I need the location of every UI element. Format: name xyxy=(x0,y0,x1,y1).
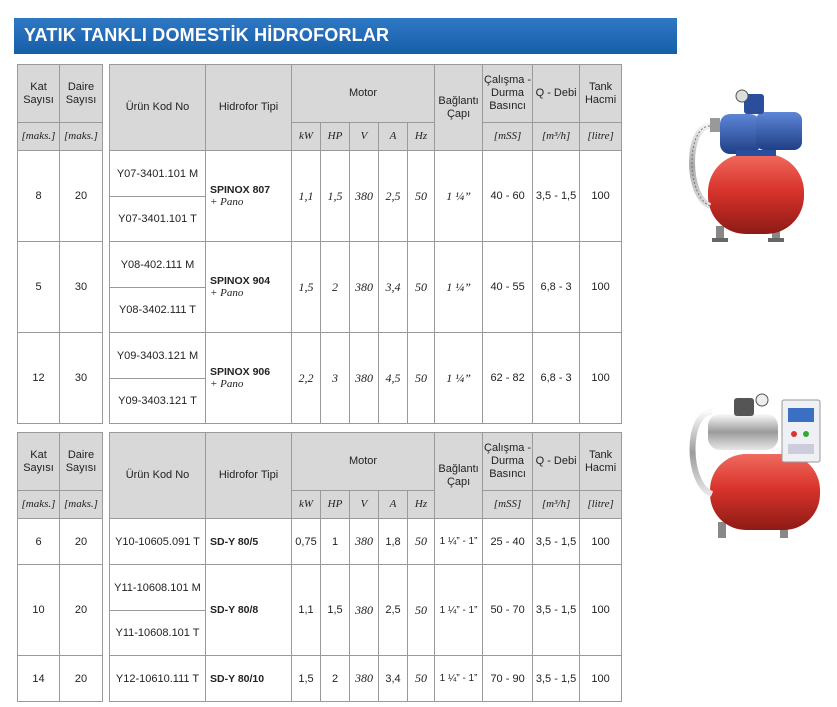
header-tank-hacmi: Tank Hacmi xyxy=(580,433,622,491)
motor-a-value: 2,5 xyxy=(379,565,408,656)
motor-a-value: 2,5 xyxy=(379,151,408,242)
table-row xyxy=(18,656,622,702)
hidrofor-tipi-name: SPINOX 807 xyxy=(210,184,271,196)
sdy-hydrophore-image xyxy=(680,384,830,544)
unit-hz: Hz xyxy=(408,123,435,151)
header-baglanti-capi: Bağlantı Çapı xyxy=(435,65,483,151)
unit-debi: [m³/h] xyxy=(533,123,580,151)
motor-hz-value: 50 xyxy=(408,565,435,656)
baglanti-capi-value: 1 ¼” xyxy=(435,333,483,424)
kat-sayisi-value: 8 xyxy=(18,151,60,242)
q-debi-value: 6,8 - 3 xyxy=(533,333,580,424)
daire-sayisi-value: 20 xyxy=(60,151,103,242)
header-q-debi: Q - Debi xyxy=(533,65,580,123)
motor-hp-value: 2 xyxy=(321,242,350,333)
unit-kat: [maks.] xyxy=(18,491,60,519)
motor-v-value: 380 xyxy=(350,519,379,565)
daire-sayisi-value: 30 xyxy=(60,242,103,333)
urun-kod-value: Y07-3401.101 M xyxy=(110,151,206,197)
tank-hacmi-value: 100 xyxy=(580,519,622,565)
baglanti-capi-value: 1 ¼” - 1” xyxy=(435,519,483,565)
column-gap xyxy=(103,242,110,333)
column-gap xyxy=(103,333,110,424)
hidrofor-tipi-name: SD-Y 80/8 xyxy=(210,604,259,616)
header-kat-sayisi: Kat Sayısı xyxy=(18,433,60,491)
kat-sayisi-value: 5 xyxy=(18,242,60,333)
kat-sayisi-value: 12 xyxy=(18,333,60,424)
header-kat-sayisi: Kat Sayısı xyxy=(18,65,60,123)
tank-hacmi-value: 100 xyxy=(580,333,622,424)
urun-kod-value: Y11-10608.101 T xyxy=(110,611,206,656)
unit-daire: [maks.] xyxy=(60,123,103,151)
hidrofor-tipi-name: SD-Y 80/5 xyxy=(210,535,259,548)
baglanti-capi-value: 1 ¼” xyxy=(435,151,483,242)
urun-kod-value: Y10-10605.091 T xyxy=(110,519,206,565)
tank-hacmi-value: 100 xyxy=(580,151,622,242)
header-daire-sayisi: Daire Sayısı xyxy=(60,433,103,491)
header-tank-hacmi: Tank Hacmi xyxy=(580,65,622,123)
header-urun-kod-no: Ürün Kod No xyxy=(110,65,206,151)
q-debi-value: 3,5 - 1,5 xyxy=(533,565,580,656)
column-gap xyxy=(103,433,110,519)
unit-hp: HP xyxy=(321,123,350,151)
urun-kod-value: Y09-3403.121 T xyxy=(110,379,206,424)
daire-sayisi-value: 20 xyxy=(60,565,103,656)
pano-note: + Pano xyxy=(210,196,244,208)
motor-hp-value: 3 xyxy=(321,333,350,424)
baglanti-capi-value: 1 ¼” - 1” xyxy=(435,565,483,656)
calisma-basinci-value: 50 - 70 xyxy=(483,565,533,656)
motor-hp-value: 1 xyxy=(321,519,350,565)
daire-sayisi-value: 20 xyxy=(60,519,103,565)
table-row xyxy=(18,333,622,379)
unit-hp: HP xyxy=(321,491,350,519)
table-row xyxy=(18,242,622,288)
spinox-hydrophore-image xyxy=(680,86,810,246)
pano-note: + Pano xyxy=(210,287,244,299)
unit-kw: kW xyxy=(292,491,321,519)
column-gap xyxy=(103,65,110,151)
motor-kw-value: 1,5 xyxy=(292,656,321,702)
urun-kod-value: Y08-3402.111 T xyxy=(110,288,206,333)
motor-hz-value: 50 xyxy=(408,656,435,702)
urun-kod-value: Y12-10610.111 T xyxy=(110,656,206,702)
tank-hacmi-value: 100 xyxy=(580,242,622,333)
motor-a-value: 3,4 xyxy=(379,656,408,702)
motor-hp-value: 1,5 xyxy=(321,565,350,656)
title-banner xyxy=(14,18,677,54)
motor-a-value: 1,8 xyxy=(379,519,408,565)
table-row xyxy=(18,519,622,565)
calisma-basinci-value: 40 - 60 xyxy=(483,151,533,242)
daire-sayisi-value: 30 xyxy=(60,333,103,424)
hidrofor-tipi-cell xyxy=(206,656,292,702)
header-hidrofor-tipi: Hidrofor Tipi xyxy=(206,65,292,151)
header-urun-kod-no: Ürün Kod No xyxy=(110,433,206,519)
urun-kod-value: Y07-3401.101 T xyxy=(110,197,206,242)
tank-hacmi-value: 100 xyxy=(580,656,622,702)
product-table-sdy xyxy=(17,432,622,702)
urun-kod-value: Y08-402.111 M xyxy=(110,242,206,288)
motor-kw-value: 0,75 xyxy=(292,519,321,565)
unit-daire: [maks.] xyxy=(60,491,103,519)
motor-hz-value: 50 xyxy=(408,151,435,242)
unit-v: V xyxy=(350,491,379,519)
hidrofor-tipi-cell xyxy=(206,242,292,333)
motor-a-value: 3,4 xyxy=(379,242,408,333)
motor-v-value: 380 xyxy=(350,242,379,333)
calisma-basinci-value: 70 - 90 xyxy=(483,656,533,702)
baglanti-capi-value: 1 ¼” - 1” xyxy=(435,656,483,702)
unit-hz: Hz xyxy=(408,491,435,519)
urun-kod-value: Y11-10608.101 M xyxy=(110,565,206,611)
q-debi-value: 3,5 - 1,5 xyxy=(533,519,580,565)
unit-kat: [maks.] xyxy=(18,123,60,151)
motor-kw-value: 1,1 xyxy=(292,565,321,656)
motor-kw-value: 2,2 xyxy=(292,333,321,424)
unit-calisma: [mSS] xyxy=(483,123,533,151)
header-motor: Motor xyxy=(292,65,435,123)
urun-kod-value: Y09-3403.121 M xyxy=(110,333,206,379)
hidrofor-tipi-name: SPINOX 906 xyxy=(210,366,271,378)
column-gap xyxy=(103,565,110,656)
header-motor: Motor xyxy=(292,433,435,491)
daire-sayisi-value: 20 xyxy=(60,656,103,702)
header-calisma-durma-basinci: Çalışma - Durma Basıncı xyxy=(483,65,533,123)
hidrofor-tipi-cell xyxy=(206,151,292,242)
kat-sayisi-value: 10 xyxy=(18,565,60,656)
header-baglanti-capi: Bağlantı Çapı xyxy=(435,433,483,519)
unit-tank: [litre] xyxy=(580,491,622,519)
kat-sayisi-value: 6 xyxy=(18,519,60,565)
table-row xyxy=(18,151,622,197)
unit-a: A xyxy=(379,123,408,151)
hidrofor-tipi-cell xyxy=(206,333,292,424)
hidrofor-tipi-name: SD-Y 80/10 xyxy=(210,672,265,685)
motor-hp-value: 1,5 xyxy=(321,151,350,242)
motor-v-value: 380 xyxy=(350,333,379,424)
motor-v-value: 380 xyxy=(350,565,379,656)
hidrofor-tipi-cell xyxy=(206,565,292,656)
header-q-debi: Q - Debi xyxy=(533,433,580,491)
motor-kw-value: 1,5 xyxy=(292,242,321,333)
calisma-basinci-value: 62 - 82 xyxy=(483,333,533,424)
unit-debi: [m³/h] xyxy=(533,491,580,519)
header-daire-sayisi: Daire Sayısı xyxy=(60,65,103,123)
motor-hp-value: 2 xyxy=(321,656,350,702)
kat-sayisi-value: 14 xyxy=(18,656,60,702)
unit-kw: kW xyxy=(292,123,321,151)
motor-hz-value: 50 xyxy=(408,242,435,333)
table-row xyxy=(18,565,622,611)
unit-calisma: [mSS] xyxy=(483,491,533,519)
calisma-basinci-value: 40 - 55 xyxy=(483,242,533,333)
header-hidrofor-tipi: Hidrofor Tipi xyxy=(206,433,292,519)
pano-note: + Pano xyxy=(210,378,244,390)
motor-v-value: 380 xyxy=(350,151,379,242)
motor-hz-value: 50 xyxy=(408,333,435,424)
motor-hz-value: 50 xyxy=(408,519,435,565)
column-gap xyxy=(103,151,110,242)
baglanti-capi-value: 1 ¼” xyxy=(435,242,483,333)
unit-v: V xyxy=(350,123,379,151)
hidrofor-tipi-cell xyxy=(206,519,292,565)
product-table-spinox xyxy=(17,64,622,424)
calisma-basinci-value: 25 - 40 xyxy=(483,519,533,565)
motor-a-value: 4,5 xyxy=(379,333,408,424)
hidrofor-tipi-name: SPINOX 904 xyxy=(210,275,271,287)
unit-tank: [litre] xyxy=(580,123,622,151)
q-debi-value: 3,5 - 1,5 xyxy=(533,151,580,242)
q-debi-value: 6,8 - 3 xyxy=(533,242,580,333)
motor-v-value: 380 xyxy=(350,656,379,702)
banner-title: YATIK TANKLI DOMESTİK HİDROFORLAR xyxy=(24,25,390,45)
header-calisma-durma-basinci: Çalışma - Durma Basıncı xyxy=(483,433,533,491)
column-gap xyxy=(103,519,110,565)
tank-hacmi-value: 100 xyxy=(580,565,622,656)
motor-kw-value: 1,1 xyxy=(292,151,321,242)
q-debi-value: 3,5 - 1,5 xyxy=(533,656,580,702)
unit-a: A xyxy=(379,491,408,519)
column-gap xyxy=(103,656,110,702)
